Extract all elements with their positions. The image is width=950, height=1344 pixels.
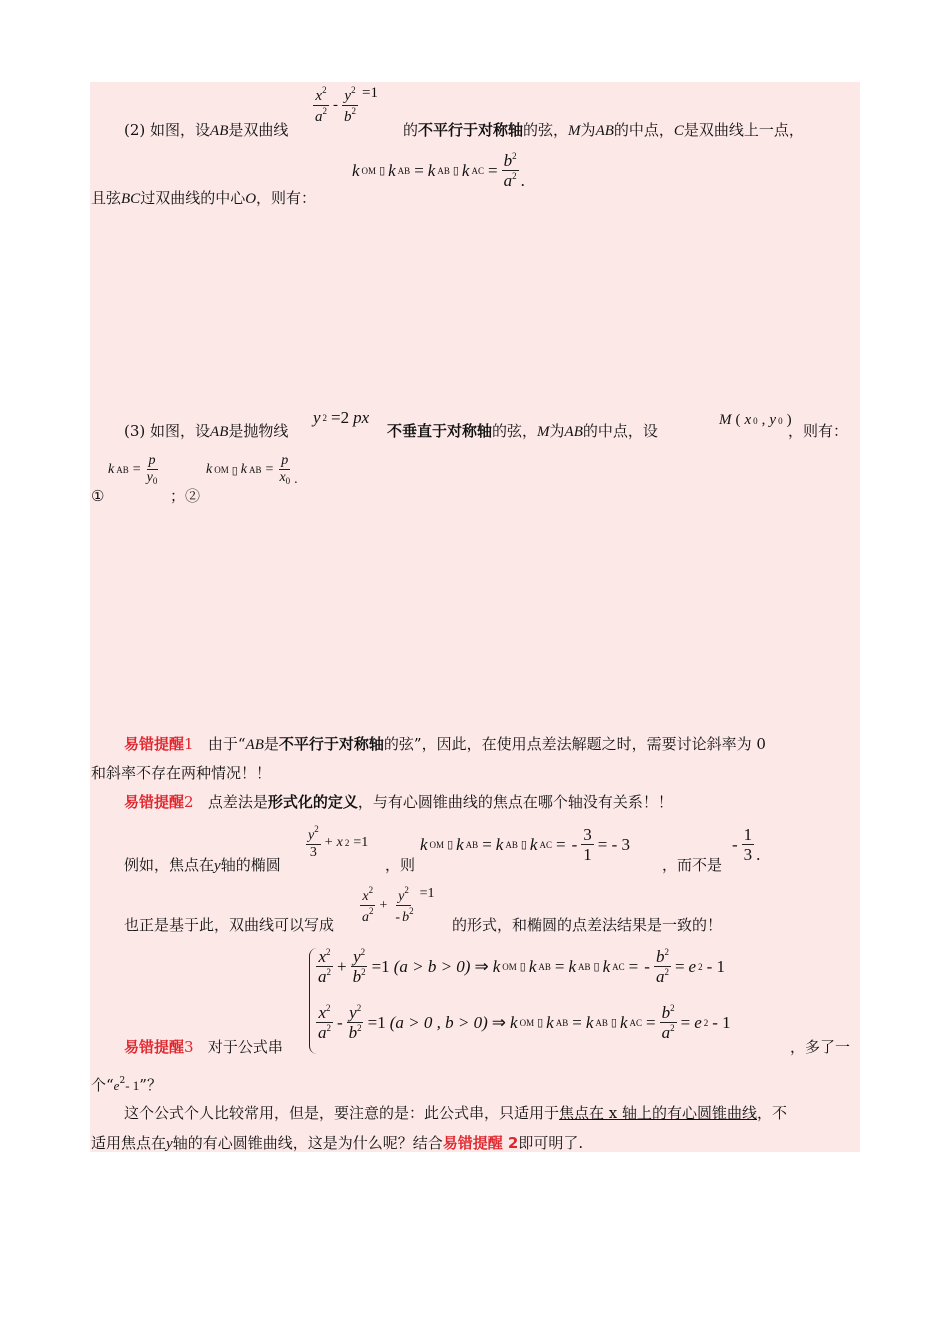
tip3-para-line2	[91, 1133, 583, 1154]
var-ab: AB	[245, 737, 264, 753]
var-m: M	[568, 123, 581, 139]
text: 如图，设	[150, 121, 211, 139]
text: 且弦	[91, 189, 122, 207]
var-y: y	[214, 858, 221, 874]
ellipse-formula: $\frac{y^2}{3}$ + x 2 =1	[308, 824, 369, 860]
part3-line1c	[788, 421, 848, 441]
var-ab: AB	[564, 424, 583, 440]
text: 点差法是	[207, 793, 268, 811]
text: ，多了一	[790, 1038, 851, 1056]
text: 的	[403, 121, 419, 139]
part3-sep	[170, 486, 200, 506]
tip-number: 2	[184, 793, 194, 811]
tip2-line3b	[452, 915, 722, 935]
var-y: y	[166, 1136, 173, 1152]
text: 的中点，设	[582, 422, 658, 440]
text: 和斜率不存在两种情况！！	[91, 764, 272, 782]
content-panel	[90, 82, 860, 1152]
part2-line1	[124, 120, 288, 141]
var-ab: AB	[210, 123, 229, 139]
text: 也正是基于此，双曲线可以写成	[124, 916, 335, 934]
text: 是双曲线上一点，	[683, 121, 804, 139]
var-e: e	[113, 1078, 120, 1093]
text: 的中点，	[613, 121, 674, 139]
tip2-example-b	[385, 855, 415, 875]
text: ，与有心圆锥曲线的焦点在哪个轴没有关系！！	[357, 793, 673, 811]
hyperbola-as-ellipse: $\frac{x^2}{a^2}$ + $\frac{y^2}{- b^2}$ =1	[362, 885, 435, 925]
tip-reference: 易错提醒 2	[442, 1134, 519, 1152]
text: 是抛物线	[228, 422, 289, 440]
text: 的弦”，因此，在使用点差法解题之时，需要讨论斜率为 0	[383, 735, 766, 753]
tip3-para-line1	[124, 1103, 787, 1123]
text: 即可明了.	[518, 1134, 584, 1152]
text: ，而不是	[662, 856, 723, 874]
tip2-line3a	[124, 915, 334, 935]
part2-line2	[91, 188, 316, 209]
circled-number: ①	[91, 487, 105, 505]
text: 由于“	[207, 735, 246, 753]
point-m: M ( x 0 , y 0 )	[719, 412, 792, 428]
part3-line1b	[387, 421, 658, 442]
bold-text: 不平行于对称轴	[278, 735, 384, 753]
tip2-result-formula: k OM ▯ k AB = k AB ▯ k AC = - $\frac{3}{1}$ = - 3	[420, 825, 630, 864]
circled-number: ②	[185, 487, 201, 505]
part3-circled-1	[91, 486, 104, 506]
tip1-line2	[91, 763, 271, 783]
tip-label: 易错提醒	[124, 1038, 185, 1056]
tip2-line1	[124, 792, 673, 812]
var-o: O	[245, 191, 257, 207]
text: - 1	[125, 1078, 140, 1093]
var-bc: BC	[121, 191, 141, 207]
text: 的弦，	[492, 422, 538, 440]
text: 例如，焦点在	[124, 856, 215, 874]
text: 的弦，	[523, 121, 569, 139]
part-number: (2)	[124, 121, 146, 139]
tip2-wrong-value: - $\frac{1}{3}$ .	[732, 825, 761, 864]
tip3-line1	[124, 1037, 283, 1057]
tip1-line1	[124, 734, 766, 755]
text: ，则有：	[788, 422, 849, 440]
text: 如图，设	[150, 422, 211, 440]
part2-result-formula: k OM ▯ k AB = k AB ▯ k AC = $\frac{b^2}{a^2}$ .	[352, 151, 525, 190]
tip-number: 1	[184, 735, 194, 753]
parabola-formula: y 2 =2 px	[313, 408, 370, 427]
text: 个“	[91, 1076, 114, 1094]
tip-number: 3	[184, 1038, 194, 1056]
bold-text: 不平行于对称轴	[418, 121, 524, 139]
hyperbola-formula: $\frac{x^2}{a^2}$ - $\frac{y^2}{b^2}$ =1	[315, 85, 378, 125]
text: 轴的有心圆锥曲线，这是为什么呢？结合	[172, 1134, 443, 1152]
text: ，则	[385, 856, 416, 874]
part3-formula-1: k AB = $\frac{p}{y_0}$	[108, 453, 158, 486]
underlined-text: 焦点在 x 轴上的有心圆锥曲线	[559, 1104, 758, 1122]
var-ab: AB	[210, 424, 229, 440]
text: 过双曲线的中心	[140, 189, 246, 207]
part3-line1	[124, 421, 288, 442]
text: ”？	[139, 1076, 162, 1094]
text: 对于公式串	[207, 1038, 283, 1056]
part2-line1b	[403, 120, 804, 141]
part3-formula-2: k OM ▯ k AB = $\frac{p}{x_0}$ .	[206, 453, 298, 487]
text: 适用焦点在	[91, 1134, 167, 1152]
text: ；	[170, 487, 186, 505]
text: 轴的椭圆	[220, 856, 281, 874]
text: 的形式，和椭圆的点差法结果是一致的！	[452, 916, 723, 934]
var-m: M	[537, 424, 550, 440]
var-ab: AB	[595, 123, 614, 139]
text: 是双曲线	[228, 121, 289, 139]
tip2-example-c	[662, 855, 722, 875]
tip-label: 易错提醒	[124, 793, 185, 811]
text: 为	[549, 422, 565, 440]
text: 是	[263, 735, 279, 753]
text: ，不	[757, 1104, 788, 1122]
var-c: C	[673, 123, 684, 139]
part-number: (3)	[124, 422, 146, 440]
text: 这个公式个人比较常用，但是，要注意的是：此公式串，只适用于	[124, 1104, 560, 1122]
tip-label: 易错提醒	[124, 735, 185, 753]
text: 为	[580, 121, 596, 139]
text: ，则有：	[256, 189, 317, 207]
system-line-hyperbola: $\frac{x^2}{a^2}$ - $\frac{y^2}{b^2}$ =1 (a > 0 , b > 0) ⇒ k OM ▯ k AB = k AB ▯ k AC = $\frac{b^2}{a^2}$ = e 2 - 1	[318, 1003, 731, 1042]
bold-text: 不垂直于对称轴	[387, 422, 493, 440]
tip3-line2: 个“$e^2-$ 1”？	[91, 1076, 162, 1094]
system-line-ellipse: $\frac{x^2}{a^2}$ + $\frac{y^2}{b^2}$ =1 (a > b > 0) ⇒ k OM ▯ k AB = k AB ▯ k AC = - $\frac{b^2}{a^2}$ = e 2 - 1	[318, 947, 725, 986]
tip3-line1b	[790, 1037, 850, 1057]
bold-text: 形式化的定义	[267, 793, 358, 811]
tip2-example-a	[124, 855, 281, 876]
